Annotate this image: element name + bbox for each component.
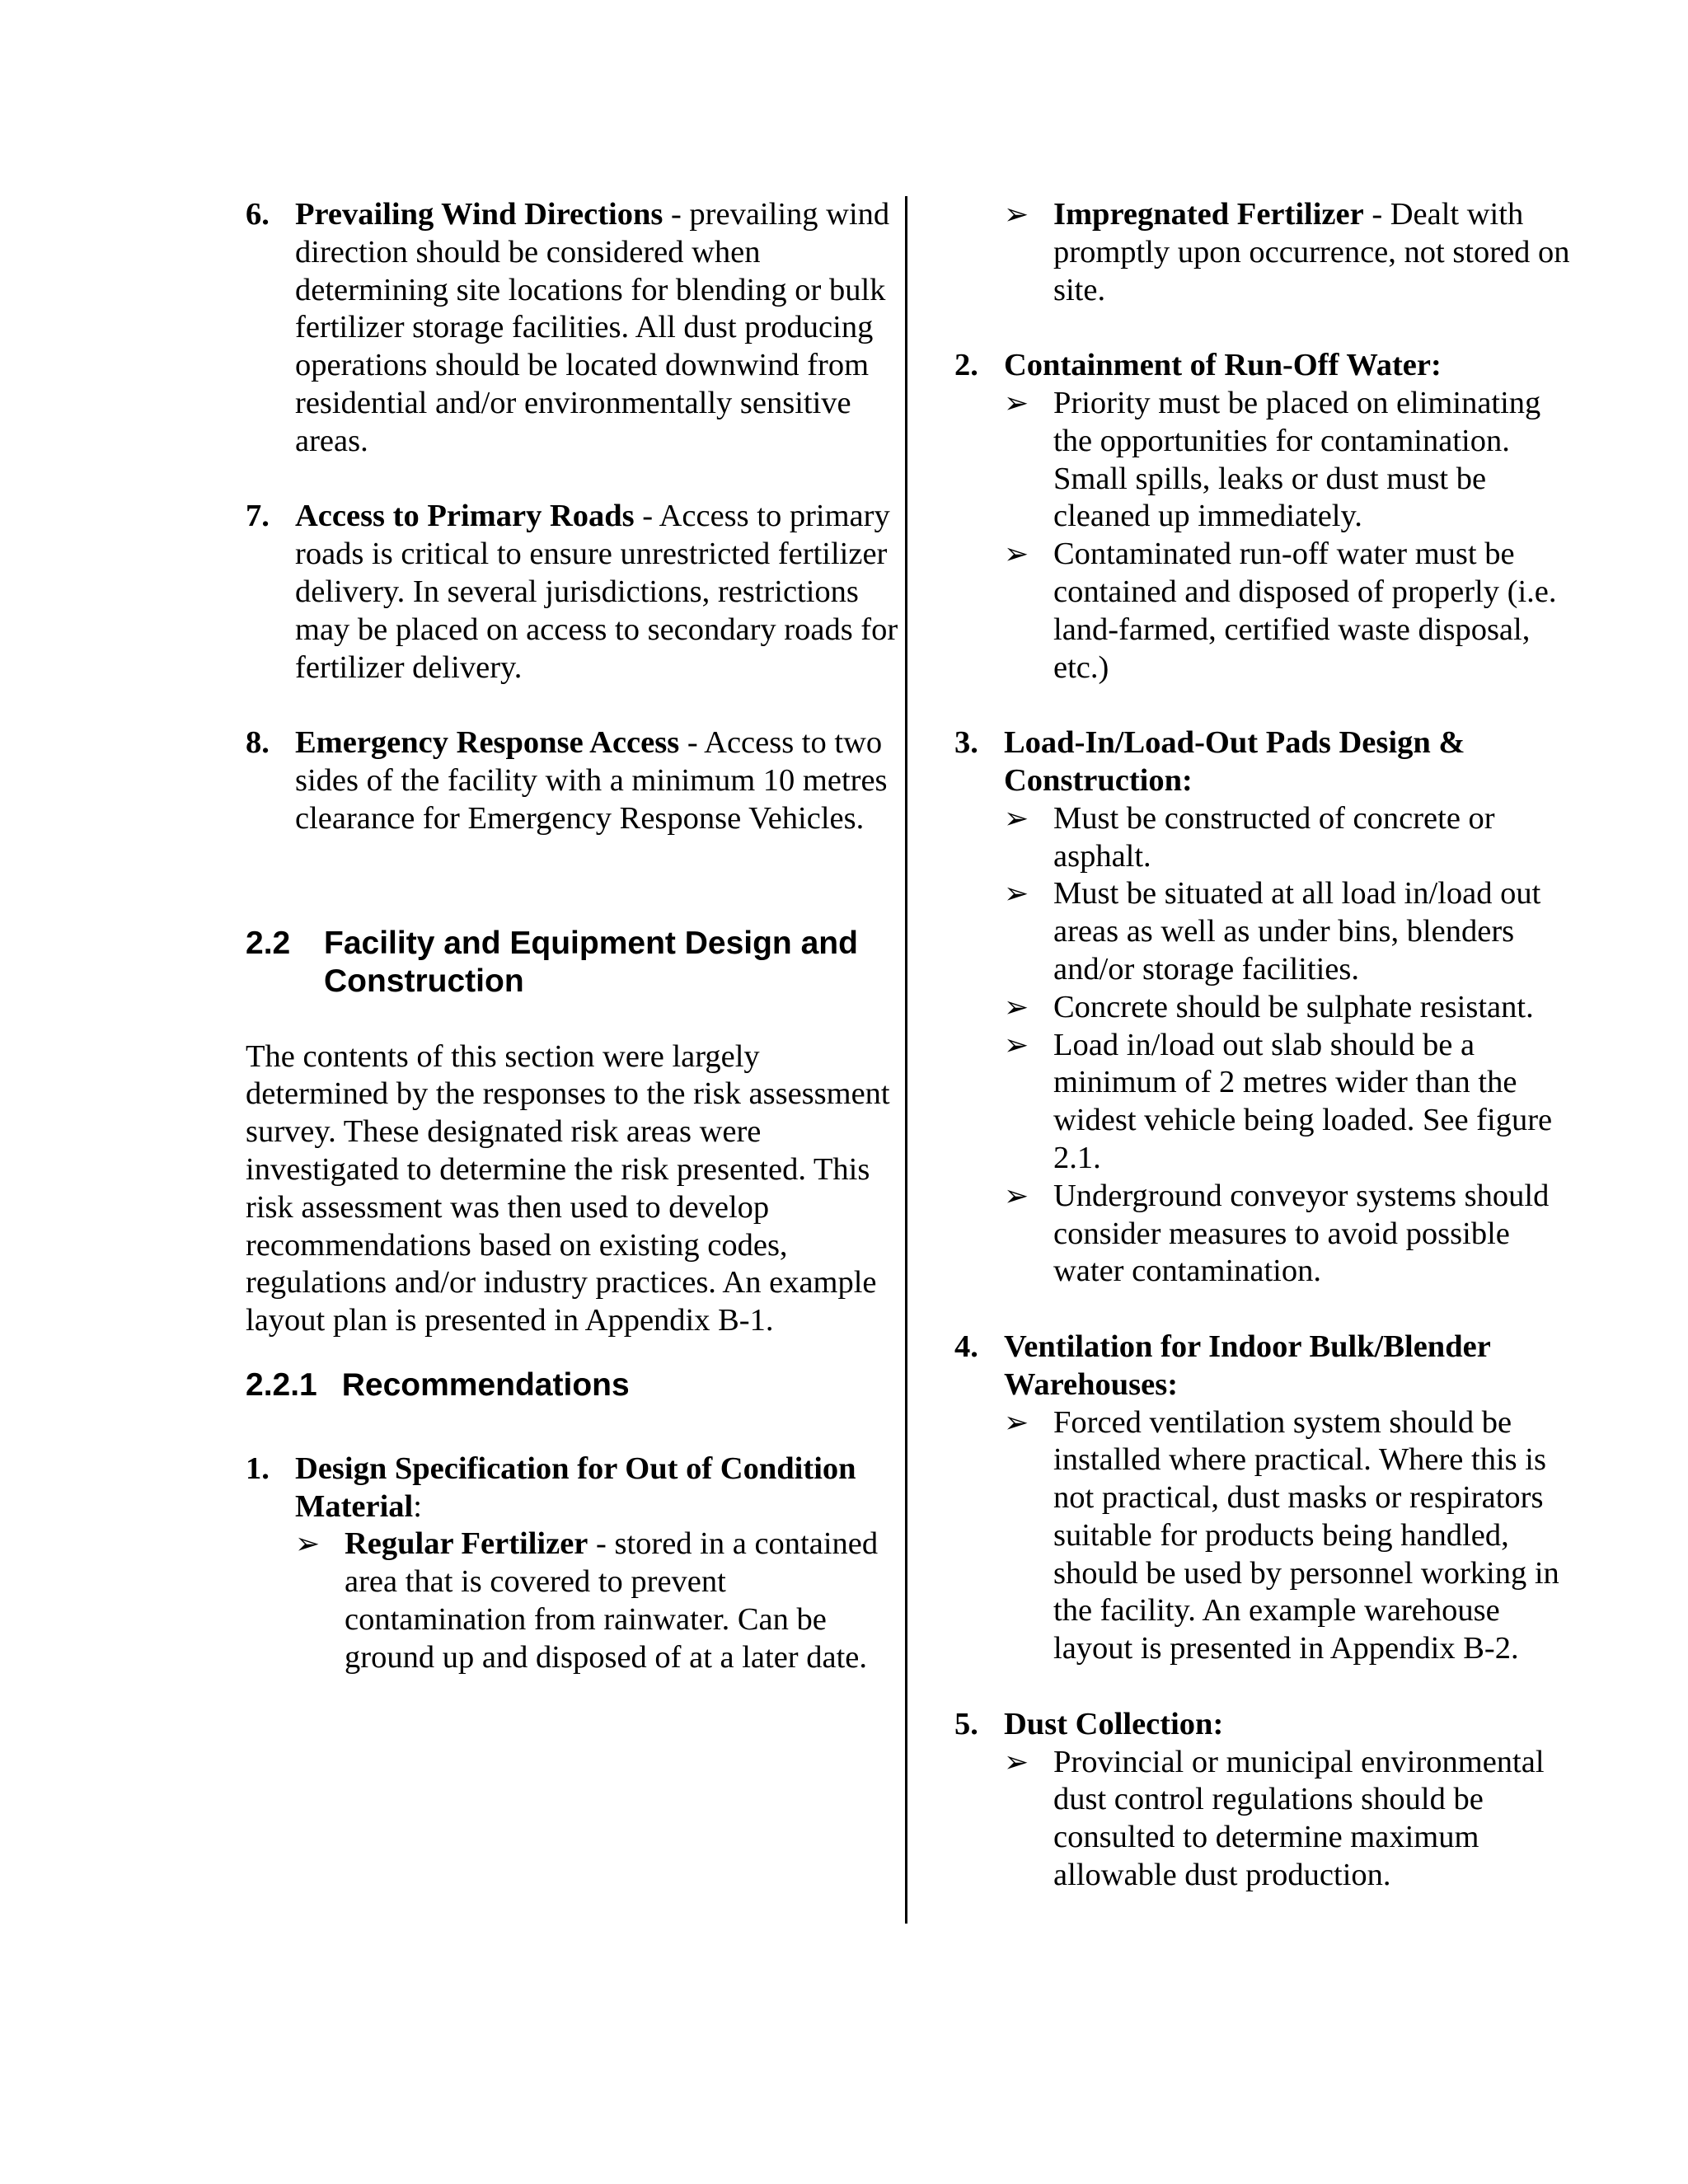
bullet-item <box>1004 196 1581 309</box>
bullet-text: Contaminated run-off water must be contained and disposed of properly (i.e. land-farmed, certified waste disposal, etc.) <box>1053 537 1557 685</box>
left-column <box>246 196 905 1676</box>
recommendation-5 <box>954 1706 1581 1895</box>
bullet-text: - Dealt with promptly upon occurrence, not stored on site. <box>1053 197 1570 307</box>
list-item-number: 6. <box>246 197 270 232</box>
list-item-number: 8. <box>246 725 270 761</box>
list-item-title: Emergency Response Access <box>295 725 680 761</box>
bullet-item <box>295 1526 905 1676</box>
bullet-text: Concrete should be sulphate resistant. <box>1053 989 1534 1024</box>
bullet-text: Load in/load out slab should be a minimum of 2 metres wider than the widest vehicle being loaded. See figure 2.1. <box>1053 1027 1553 1175</box>
recommendation-title: Design Specification for Out of Condition Material <box>295 1451 856 1524</box>
column-divider <box>905 196 907 1924</box>
arrowhead-bullet-icon: ➢ <box>1004 1179 1029 1213</box>
arrowhead-bullet-icon: ➢ <box>1004 877 1029 912</box>
bullet-text: Priority must be placed on eliminating the opportunities for contamination. Small spills, leaks or dust must be cleaned up immediately. <box>1053 385 1541 534</box>
bullet-item <box>1004 1027 1581 1178</box>
arrowhead-bullet-icon: ➢ <box>1004 1028 1029 1062</box>
list-item-prevailing-wind <box>246 196 905 461</box>
list-item-text: - Access to primary roads is critical to ensure unrestricted fertilizer delivery. In several jurisdictions, restrictions may be placed on access to secondary roads for fertilizer delivery. <box>295 499 898 685</box>
list-item-number: 2. <box>954 348 978 383</box>
list-item-title: Access to Primary Roads <box>295 499 635 534</box>
bullet-item <box>1004 989 1581 1027</box>
bullet-item <box>1004 536 1581 687</box>
bullet-title: Regular Fertilizer <box>345 1526 588 1562</box>
arrowhead-bullet-icon: ➢ <box>1004 990 1029 1024</box>
arrowhead-bullet-icon: ➢ <box>295 1527 321 1562</box>
recommendation-title: Containment of Run-Off Water: <box>1004 348 1442 383</box>
recommendation-title: Dust Collection: <box>1004 1706 1224 1741</box>
recommendation-1 <box>246 1451 905 1677</box>
list-item-text: - Access to two sides of the facility with a minimum 10 metres clearance for Emergency Response Vehicles. <box>295 725 888 836</box>
list-item-text: - prevailing wind direction should be considered when determining site locations for blending or bulk fertilizer storage facilities. All dust producing operations should be located downwind from residential and/or environmentally sensitive areas. <box>295 197 890 458</box>
list-item-number: 3. <box>954 725 978 761</box>
bullet-item <box>1004 875 1581 988</box>
arrowhead-bullet-icon: ➢ <box>1004 1745 1029 1779</box>
recommendation-3 <box>954 724 1581 1291</box>
list-item-number: 5. <box>954 1706 978 1741</box>
bullet-item <box>1004 1744 1581 1895</box>
list-item-title: Prevailing Wind Directions <box>295 197 663 232</box>
recommendation-title: Load-In/Load-Out Pads Design & Construction: <box>1004 725 1465 798</box>
recommendation-2 <box>954 347 1581 687</box>
recommendation-4 <box>954 1329 1581 1668</box>
recommendation-title: Ventilation for Indoor Bulk/Blender Warehouses: <box>1004 1329 1491 1402</box>
list-item-access-primary-roads <box>246 498 905 687</box>
section-title: Facility and Equipment Design and Construction <box>324 926 858 999</box>
subsection-number: 2.2.1 <box>246 1366 317 1403</box>
arrowhead-bullet-icon: ➢ <box>1004 537 1029 572</box>
bullet-item <box>1004 800 1581 876</box>
list-item-number: 1. <box>246 1451 270 1486</box>
arrowhead-bullet-icon: ➢ <box>1004 198 1029 232</box>
section-intro-paragraph: The contents of this section were largely determined by the responses to the risk assessment survey. These designated risk areas were investigated to determine the risk presented. This risk assessment was then used to develop recommendations based on existing codes, regulations and/or industry practices. An example layout plan is presented in Appendix B-1. <box>246 1038 890 1338</box>
arrowhead-bullet-icon: ➢ <box>1004 386 1029 420</box>
bullet-text: - stored in a contained area that is covered to prevent contamination from rainwater. Can be ground up and disposed of at a later date. <box>345 1526 879 1675</box>
bullet-item <box>1004 385 1581 536</box>
bullet-title: Impregnated Fertilizer <box>1053 197 1364 232</box>
impregnated-fertilizer-continuation <box>954 196 1581 309</box>
bullet-text: Provincial or municipal environmental dust control regulations should be consulted to determine maximum allowable dust production. <box>1053 1744 1545 1893</box>
section-number: 2.2 <box>246 926 291 962</box>
arrowhead-bullet-icon: ➢ <box>1004 1405 1029 1440</box>
list-item-emergency-access <box>246 724 905 837</box>
list-item-number: 4. <box>954 1329 978 1364</box>
bullet-text: Underground conveyor systems should consider measures to avoid possible water contamination. <box>1053 1178 1550 1289</box>
arrowhead-bullet-icon: ➢ <box>1004 801 1029 836</box>
subsection-title: Recommendations <box>341 1366 630 1403</box>
bullet-text: Must be constructed of concrete or asphalt. <box>1053 800 1495 874</box>
section-heading <box>246 925 905 1001</box>
subsection-heading <box>246 1366 905 1404</box>
right-column <box>954 196 1581 1895</box>
bullet-item <box>1004 1404 1581 1669</box>
list-item-number: 7. <box>246 499 270 534</box>
recommendation-title-suffix: : <box>413 1488 422 1524</box>
bullet-text: Must be situated at all load in/load out areas as well as under bins, blenders and/or storage facilities. <box>1053 876 1541 987</box>
bullet-text: Forced ventilation system should be installed where practical. Where this is not practical, dust masks or respirators suitable for products being handled, should be used by personnel working in the facility. An example warehouse layout is presented in Appendix B-2. <box>1053 1404 1559 1666</box>
bullet-item <box>1004 1178 1581 1291</box>
